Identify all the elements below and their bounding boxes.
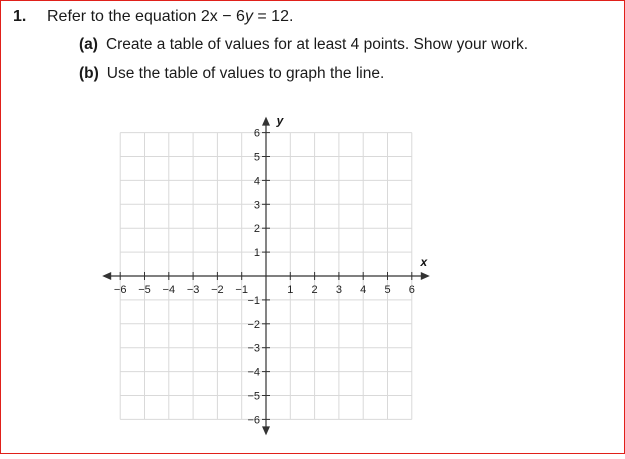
part-b-tag: (b) bbox=[79, 65, 99, 82]
x-axis-label: x bbox=[420, 255, 428, 269]
y-axis-arrow-down-icon bbox=[262, 426, 270, 435]
x-tick-label: 5 bbox=[384, 284, 391, 296]
y-tick-label: 1 bbox=[253, 247, 260, 260]
x-tick-label: −4 bbox=[162, 284, 176, 296]
y-tick-label: 2 bbox=[253, 223, 260, 236]
y-tick-label: 6 bbox=[253, 127, 260, 140]
x-tick-label: 1 bbox=[287, 284, 294, 296]
part-a-text: Create a table of values for at least 4 points. Show your work. bbox=[105, 36, 529, 53]
part-a-tag: (a) bbox=[79, 36, 98, 53]
y-axis-arrow-up-icon bbox=[262, 117, 270, 126]
equation-y-var: y bbox=[244, 8, 253, 25]
x-tick-label: −3 bbox=[186, 284, 200, 296]
x-tick-label: −1 bbox=[235, 284, 248, 296]
equation-suffix: = 12. bbox=[252, 8, 294, 25]
y-tick-label: −6 bbox=[247, 414, 260, 427]
y-tick-label: −1 bbox=[247, 294, 260, 307]
x-tick-label: 2 bbox=[311, 284, 318, 296]
x-tick-label: −5 bbox=[138, 284, 151, 296]
y-tick-label: −3 bbox=[247, 342, 260, 355]
question-prefix: Refer to the equation bbox=[47, 8, 201, 25]
y-tick-label: 3 bbox=[253, 199, 260, 212]
x-axis-arrow-right-icon bbox=[421, 272, 430, 280]
y-tick-label: 5 bbox=[253, 151, 260, 164]
x-tick-label: 4 bbox=[360, 284, 367, 296]
y-tick-label: 4 bbox=[253, 175, 260, 188]
y-tick-label: −2 bbox=[247, 318, 260, 331]
x-tick-label: −2 bbox=[211, 284, 224, 296]
x-axis-arrow-left-icon bbox=[102, 272, 111, 280]
x-tick-label: −6 bbox=[113, 284, 127, 296]
x-tick-label: 3 bbox=[335, 284, 342, 296]
y-axis-label: y bbox=[276, 113, 284, 128]
question-number: 1. bbox=[13, 8, 27, 25]
equation-middle: − 6 bbox=[217, 8, 245, 25]
y-tick-label: −5 bbox=[247, 390, 260, 403]
equation-x-term: 2x bbox=[200, 8, 218, 25]
part-b-text: Use the table of values to graph the line. bbox=[106, 65, 385, 82]
x-tick-label: 6 bbox=[408, 284, 415, 296]
y-tick-label: −4 bbox=[247, 366, 260, 379]
